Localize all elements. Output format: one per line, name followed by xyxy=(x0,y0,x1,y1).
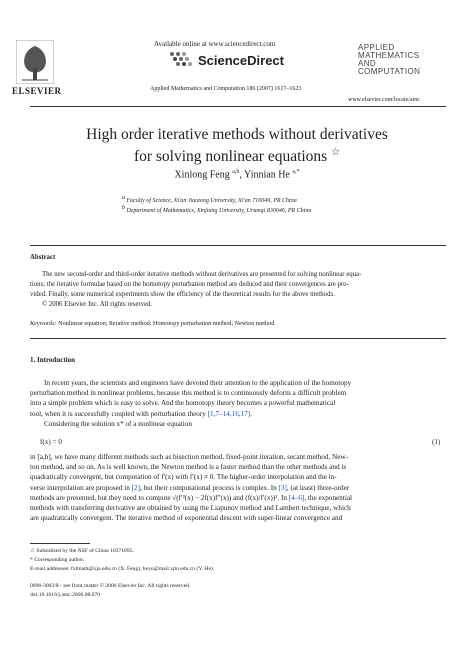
author-affil-mark[interactable]: a,b xyxy=(232,169,240,175)
cover-line: MATHEMATICS xyxy=(358,51,420,60)
copyright-line: 0096-3003/$ - see front matter © 2006 Elsevier Inc. All rights reserved. xyxy=(30,583,191,589)
citation-link[interactable]: [2] xyxy=(131,483,140,492)
elsevier-tree-logo xyxy=(16,40,54,84)
sciencedirect-dots-icon xyxy=(166,50,196,68)
citation-link[interactable]: [3] xyxy=(278,483,287,492)
citation-link[interactable]: [1,7–14,16,17] xyxy=(207,409,251,418)
body-line: quadratically convergent, but computation of f′(x) with f′(x) ≠ 0. The higher-order interpolation and the in- xyxy=(30,473,337,482)
journal-url-link[interactable]: www.elsevier.com/locate/amc xyxy=(348,97,420,103)
title-footnote-mark[interactable]: ☆ xyxy=(331,147,341,158)
citation-link[interactable]: [4–6] xyxy=(288,493,305,502)
keywords-list: Nonlinear equation; Iterative method; Homotopy perturbation method; Newton method xyxy=(58,320,275,327)
cover-line: COMPUTATION xyxy=(358,67,421,76)
abstract-line: The new second-order and third-order iterative methods without derivatives are presented for solving nonlinear equa- xyxy=(42,271,362,278)
cover-line: APPLIED xyxy=(358,43,395,52)
equation-1: f(x) = 0 xyxy=(40,438,63,446)
author-name: Xinlong Feng xyxy=(174,169,230,181)
sciencedirect-wordmark: ScienceDirect xyxy=(198,53,284,68)
affiliation-text: Department of Mathematics, Xinjiang University, Urumqi 830046, PR China xyxy=(126,208,312,214)
footnote-divider xyxy=(30,543,90,544)
body-line: In recent years, the scientists and engineers have devoted their attention to the application of the homotopy xyxy=(44,379,352,387)
footnote-email[interactable]: E-mail addresses: fxlmath@xju.edu.cn (X. Feng), heyn@mail.xjtu.edu.cn (Y. He). xyxy=(30,566,215,572)
affiliation xyxy=(122,205,311,214)
intro-paragraph-2 xyxy=(30,452,446,523)
header-divider xyxy=(30,106,446,107)
body-text: methods are presented, but they need to compute √(f′²(x) − 2f(x)f″(x)) and (f(x)/f′(x))². In xyxy=(30,493,289,502)
title-line-2: for solving nonlinear equations xyxy=(133,148,328,166)
body-line: are quadratically convergent. The iterative method of exponential descent with super-linear convergence and xyxy=(30,514,343,523)
body-line: into a simple problem which is easy to solve. And the homotopy theory becomes a powerful mathematical xyxy=(30,399,336,408)
paper-title xyxy=(0,126,474,166)
intro-paragraph-1 xyxy=(30,378,446,429)
body-line: perturbation method in nonlinear problems, because this method is to continuously deform a difficult problem xyxy=(30,389,347,398)
author-affil-mark[interactable]: a,* xyxy=(292,169,300,175)
body-line: methods with transferring derivative are obtained by using the Liapunov method and Lambert technique, which xyxy=(30,504,351,513)
equation-number: (1) xyxy=(432,438,441,446)
section-heading: 1. Introduction xyxy=(30,356,75,364)
doi-link[interactable]: doi:10.1016/j.amc.2006.08.070 xyxy=(30,592,101,598)
body-line: tool, when it is successfully coupled with perturbation theory xyxy=(30,409,208,418)
body-line: in [a,b], we have many different methods such as bisection method, fixed-point iteration, secant method, New- xyxy=(30,453,349,461)
affiliation xyxy=(122,195,297,204)
body-text: , (at least) three-order xyxy=(286,483,350,492)
affiliation-mark: b xyxy=(122,205,125,211)
body-text: verse interpolation are proposed in xyxy=(30,483,132,492)
title-line-1: High order iterative methods without derivatives xyxy=(86,126,388,143)
keywords-label: Keywords: xyxy=(30,320,57,327)
abstract-divider-bottom xyxy=(30,338,446,339)
author-separator: , xyxy=(239,169,242,181)
abstract-line: vided. Finally, some numerical experiments show the efficiency of the theoretical results for the above methods. xyxy=(30,291,335,298)
abstract-body xyxy=(30,270,446,310)
available-online-text: Available online at www.sciencedirect.com xyxy=(154,40,276,48)
affiliation-mark: a xyxy=(122,195,125,201)
body-line: Considering the solution x* of a nonlinear equation xyxy=(44,419,192,428)
cover-line: AND xyxy=(358,59,377,68)
abstract-copyright: © 2006 Elsevier Inc. All rights reserved. xyxy=(42,301,153,308)
footnote: * Corresponding author. xyxy=(30,557,85,563)
body-text: . xyxy=(250,409,252,418)
author-list xyxy=(0,169,474,180)
body-text: , but their computational process is complex. In xyxy=(139,483,279,492)
affiliation-text: Faculty of Science, Xi'an Jiaotong University, Xi'an 710049, PR China xyxy=(126,198,297,204)
keywords xyxy=(30,320,274,327)
body-text: , the exponential xyxy=(304,493,353,502)
abstract-heading: Abstract xyxy=(30,254,56,261)
abstract-divider-top xyxy=(30,245,446,246)
journal-cover-logo xyxy=(358,44,440,90)
abstract-line: tions; the iterative formulae based on the homotopy perturbation method are deduced and their convergences are pro- xyxy=(30,281,349,288)
publisher-name: ELSEVIER xyxy=(12,86,62,96)
author-name: Yinnian He xyxy=(244,169,290,181)
footnote: ☆ Subsidized by the NSF of China 10371095. xyxy=(30,548,134,554)
journal-reference: Applied Mathematics and Computation 186 (2007) 1617–1623 xyxy=(150,86,302,92)
body-line: ton method, and so on. As is well known, the Newton method is a faster method than the other methods and is xyxy=(30,463,347,472)
